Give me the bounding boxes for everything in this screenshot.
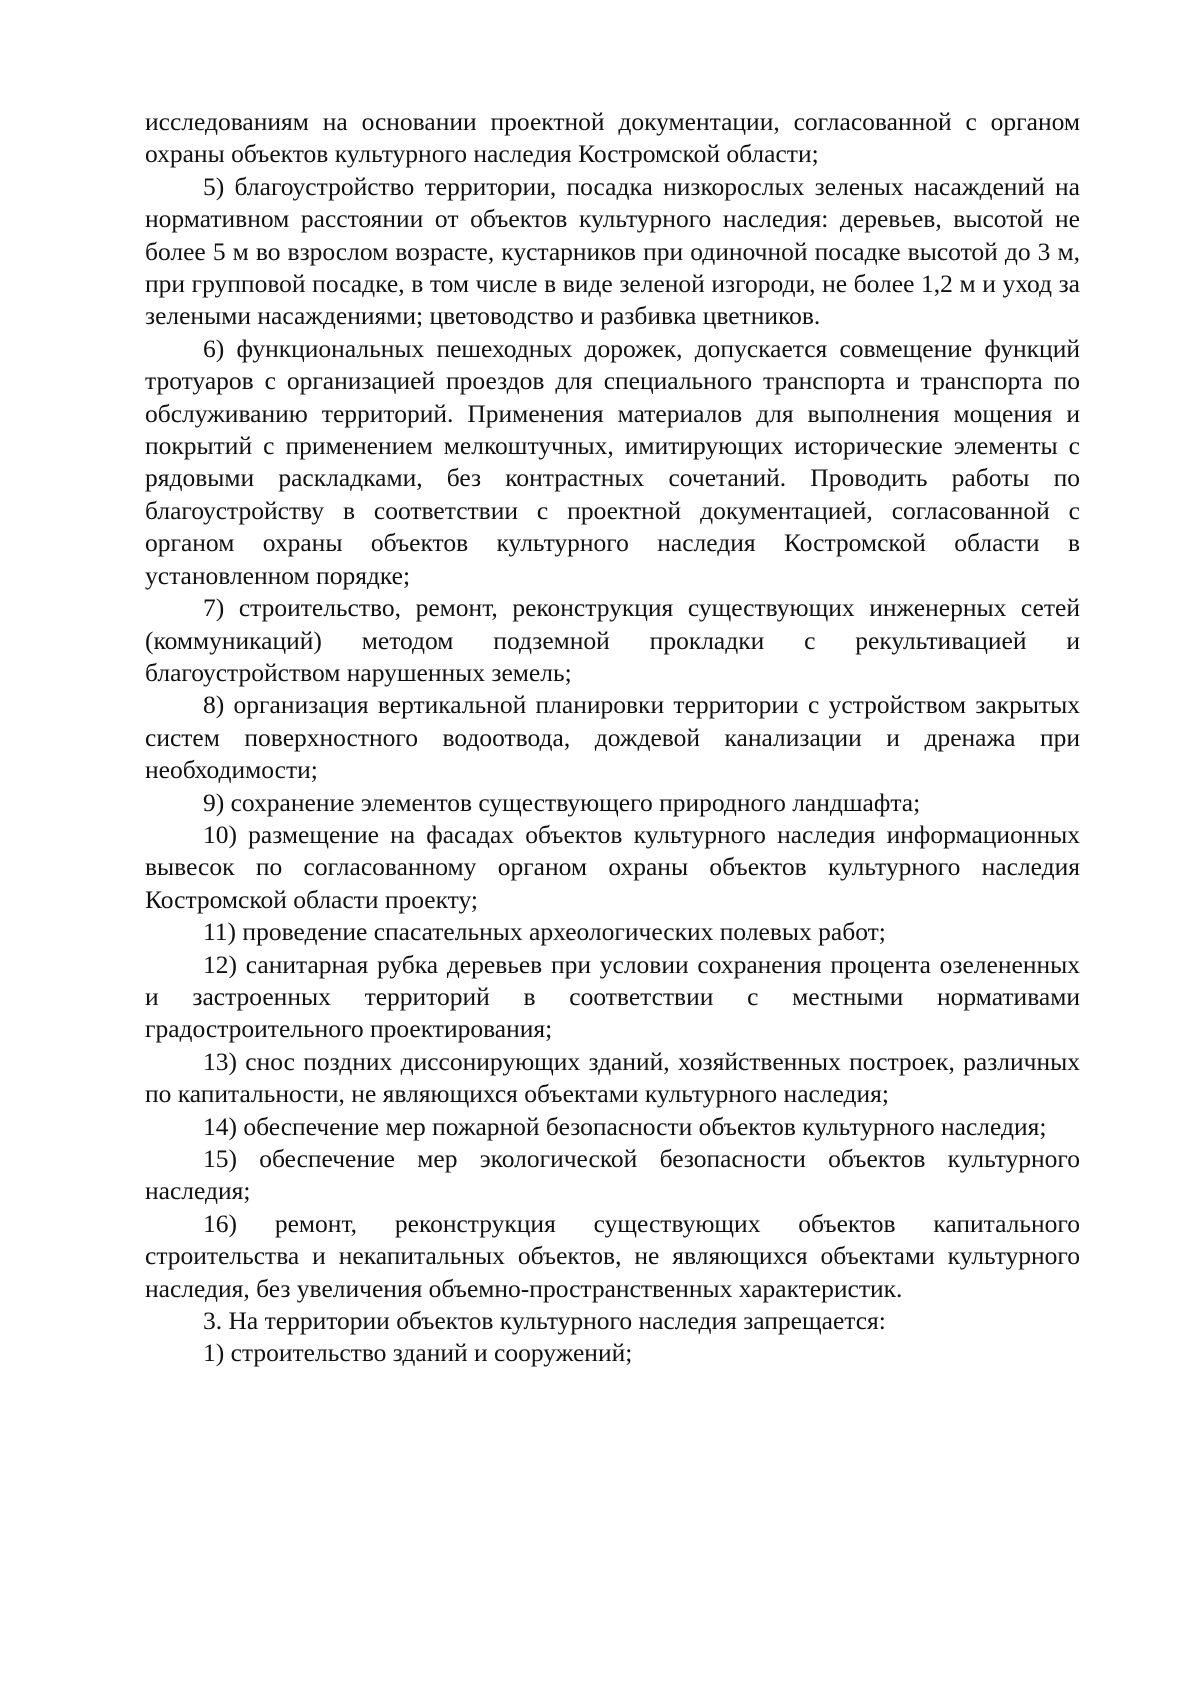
paragraph-continuation: исследованиям на основании проектной документации, согласованной с органом охраны объектов культурного наследия Костромской области; bbox=[145, 107, 1080, 169]
paragraph-item-8: 8) организация вертикальной планировки территории с устройством закрытых систем поверхностного водоотвода, дождевой канализации и дренажа при необходимости; bbox=[145, 690, 1080, 785]
paragraph-prohibited-item-1: 1) строительство зданий и сооружений; bbox=[203, 1338, 633, 1368]
section-heading-3: 3. На территории объектов культурного наследия запрещается: bbox=[203, 1306, 886, 1336]
paragraph-item-9: 9) сохранение элементов существующего природного ландшафта; bbox=[203, 787, 921, 817]
paragraph-item-12: 12) санитарная рубка деревьев при условии сохранения процента озелененных и застроенных территорий в соответствии с местными нормативами градостроительного проектирования; bbox=[145, 949, 1080, 1044]
paragraph-item-11: 11) проведение спасательных археологических полевых работ; bbox=[203, 917, 886, 947]
paragraph-item-14: 14) обеспечение мер пожарной безопасности объектов культурного наследия; bbox=[203, 1111, 1047, 1141]
document-page bbox=[145, 106, 1080, 1370]
paragraph-item-10: 10) размещение на фасадах объектов культурного наследия информационных вывесок по согласованному органом охраны объектов культурного наследия Костромской области проекту; bbox=[145, 819, 1080, 914]
paragraph-item-15: 15) обеспечение мер экологической безопасности объектов культурного наследия; bbox=[145, 1144, 1080, 1206]
paragraph-item-5: 5) благоустройство территории, посадка низкорослых зеленых насаждений на нормативном расстоянии от объектов культурного наследия: деревьев, высотой не более 5 м во взрослом возрасте, кустарников при одиночной посадке высотой до 3 м, при групповой посадке, в том числе в виде зеленой изгороди, не более 1,2 м и уход за зелеными насаждениями; цветоводство и разбивка цветников. bbox=[145, 171, 1080, 331]
paragraph-item-13: 13) снос поздних диссонирующих зданий, хозяйственных построек, различных по капитальности, не являющихся объектами культурного наследия; bbox=[145, 1046, 1080, 1109]
paragraph-item-6: 6) функциональных пешеходных дорожек, допускается совмещение функций тротуаров с организацией проездов для специального транспорта и транспорта по обслуживанию территорий. Применения материалов для выполнения мощения и покрытий с применением мелкоштучных, имитирующих исторические элементы с рядовыми раскладками, без контрастных сочетаний. Проводить работы по благоустройству в соответствии с проектной документацией, согласованной с органом охраны объектов культурного наследия Костромской области в установленном порядке; bbox=[145, 333, 1080, 590]
paragraph-item-7: 7) строительство, ремонт, реконструкция существующих инженерных сетей (коммуникаций) методом подземной прокладки с рекультивацией и благоустройством нарушенных земель; bbox=[145, 593, 1080, 687]
paragraph-item-16: 16) ремонт, реконструкция существующих объектов капитального строительства и некапитальных объектов, не являющихся объектами культурного наследия, без увеличения объемно-пространственных характеристик. bbox=[145, 1208, 1080, 1303]
